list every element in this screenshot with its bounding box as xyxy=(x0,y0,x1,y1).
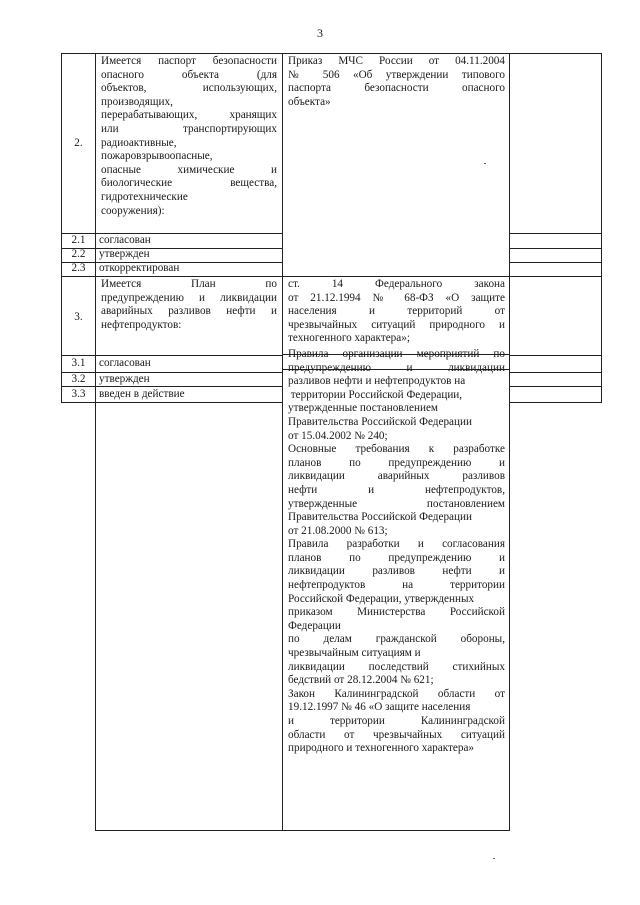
row-3-basis-line: приказом Министерства Российской xyxy=(288,606,505,619)
row-2-3-number: 2.3 xyxy=(71,262,86,274)
row-3-3-number: 3.3 xyxy=(71,388,86,400)
row-2-basis-line: паспорта безопасности опасного xyxy=(288,82,505,95)
row-3-basis-line: по делам гражданской обороны, xyxy=(288,633,505,646)
row-2-requirement-line: производящих, xyxy=(101,95,173,108)
table-border-right xyxy=(601,53,602,403)
table-border-top xyxy=(61,53,602,54)
row-divider-2-3-right xyxy=(509,262,602,263)
row-3-number: 3. xyxy=(74,311,83,323)
row-3-3-label: введен в действие xyxy=(99,388,185,400)
row-3-requirement-line: предупреждению и ликвидации xyxy=(101,291,277,304)
row-2-2-label: утвержден xyxy=(99,248,150,260)
row-3-basis-line: чрезвычайных ситуаций природного и xyxy=(288,318,505,331)
row-3-requirement-line: аварийных разливов нефти и xyxy=(101,305,277,318)
row-2-requirement-line: биологические вещества, xyxy=(101,177,277,190)
row-3-basis-line: утвержденные постановлением xyxy=(288,497,505,510)
row-3-basis-line: планов по предупреждению и xyxy=(288,551,505,564)
row-3-basis-line: бедствий от 28.12.2004 № 621; xyxy=(288,674,434,687)
row-3-1-number: 3.1 xyxy=(71,357,86,369)
row-3-basis-line: Основные требования к разработке xyxy=(288,443,505,456)
row-2-1-label: согласован xyxy=(99,234,151,246)
row-3-basis-line: ликвидации разливов нефти и xyxy=(288,565,505,578)
scan-speck xyxy=(484,163,486,164)
row-3-basis-line: Правительства Российской Федерации xyxy=(288,511,472,524)
row-3-basis-line: утвержденные постановлением xyxy=(288,402,438,415)
row-3-basis-line: планов по предупреждению и xyxy=(288,456,505,469)
row-2-number: 2. xyxy=(74,137,83,149)
column-divider-requirement xyxy=(282,53,283,830)
row-2-requirement-line: перерабатывающих, хранящих xyxy=(101,109,277,122)
row-3-basis xyxy=(288,278,505,756)
row-3-basis-line: техногенного характера»; xyxy=(288,332,410,345)
row-2-requirement-line: опасные химические и xyxy=(101,163,277,176)
row-3-requirement xyxy=(101,278,277,332)
row-3-basis-line: Федерации xyxy=(288,619,341,632)
row-3-basis-line: Российской Федерации, утвержденных xyxy=(288,592,475,605)
row-2-3-label: откорректирован xyxy=(99,262,180,274)
row-3-2-number: 3.2 xyxy=(71,373,86,385)
row-divider-3-end xyxy=(61,402,282,403)
row-2-requirement-line: объектов, использующих, xyxy=(101,82,277,95)
row-2-requirement xyxy=(101,55,277,218)
row-3-basis-line: территории Российской Федерации, xyxy=(288,388,463,401)
row-3-2-label: утвержден xyxy=(99,373,150,385)
row-divider-3-3-right xyxy=(509,386,602,387)
row-2-basis xyxy=(288,55,505,109)
page-number: 3 xyxy=(317,26,323,40)
row-3-basis-line: Правила разработки и согласования xyxy=(288,538,505,551)
row-3-requirement-line: нефтепродуктов: xyxy=(101,318,182,331)
row-3-basis-line: предупреждению и ликвидации xyxy=(288,361,505,374)
row-2-1-number: 2.1 xyxy=(71,234,86,246)
row-3-basis-line: Правительства Российской Федерации xyxy=(288,415,472,428)
row-2-requirement-line: пожаровзрывоопасные, xyxy=(101,150,213,163)
row-3-basis-line: и территории Калининградской xyxy=(288,715,505,727)
row-3-basis-line: природного и техногенного характера» xyxy=(288,742,475,755)
row-3-basis-line: 19.12.1997 № 46 «О защите населения xyxy=(288,701,471,714)
row-2-requirement-line: или транспортирующих xyxy=(101,122,277,135)
row-2-basis-line: № 506 «Об утверждении типового xyxy=(288,68,505,81)
row-2-requirement-line: сооружения): xyxy=(101,204,165,217)
row-3-basis-line: нефти и нефтепродуктов, xyxy=(288,483,505,496)
scan-speck xyxy=(493,858,495,859)
row-3-requirement-line: Имеется План по xyxy=(101,278,277,290)
row-3-basis-line: от 21.12.1994 № 68-ФЗ «О защите xyxy=(288,291,505,304)
row-3-basis-line: от 15.04.2002 № 240; xyxy=(288,429,388,442)
table-border-bottom xyxy=(95,830,510,831)
row-3-basis-line: ликвидации аварийных разливов xyxy=(288,470,505,483)
row-3-basis-line: чрезвычайным ситуациям и xyxy=(288,647,421,660)
row-3-basis-line: разливов нефти и нефтепродуктов на xyxy=(288,375,466,388)
row-divider-3 xyxy=(61,276,602,277)
row-3-basis-line: от 21.08.2000 № 613; xyxy=(288,524,388,537)
column-divider-number xyxy=(95,53,96,830)
row-2-requirement-line: опасного объекта (для xyxy=(101,68,277,81)
row-divider-3-1-right xyxy=(509,355,602,356)
row-2-basis-line: объекта» xyxy=(288,95,331,108)
row-3-basis-line: области от чрезвычайных ситуаций xyxy=(288,728,505,741)
row-2-requirement-line: Имеется паспорт безопасности xyxy=(101,55,277,67)
row-2-basis-line: Приказ МЧС России от 04.11.2004 xyxy=(288,55,505,67)
row-2-requirement-line: гидротехнические xyxy=(101,190,188,203)
row-3-basis-line: Правила организации мероприятий по xyxy=(288,347,505,360)
row-divider-3-end-right xyxy=(509,402,602,403)
row-divider-2-2-right xyxy=(509,248,602,249)
row-3-basis-line: Закон Калининградской области от xyxy=(288,687,505,700)
row-divider-2-1-right xyxy=(509,233,602,234)
row-3-basis-line: ст. 14 Федерального закона xyxy=(288,278,505,290)
row-3-1-label: согласован xyxy=(99,357,151,369)
row-3-basis-line: ликвидации последствий стихийных xyxy=(288,660,505,673)
column-divider-basis xyxy=(509,53,510,830)
row-2-2-number: 2.2 xyxy=(71,248,86,260)
row-3-basis-line: населения и территорий от xyxy=(288,305,505,318)
row-divider-3-2-right xyxy=(509,372,602,373)
row-3-basis-line: нефтепродуктов на территории xyxy=(288,579,505,592)
row-2-requirement-line: радиоактивные, xyxy=(101,136,177,149)
table-border-left xyxy=(61,53,62,403)
row-divider-3-1 xyxy=(61,355,282,356)
